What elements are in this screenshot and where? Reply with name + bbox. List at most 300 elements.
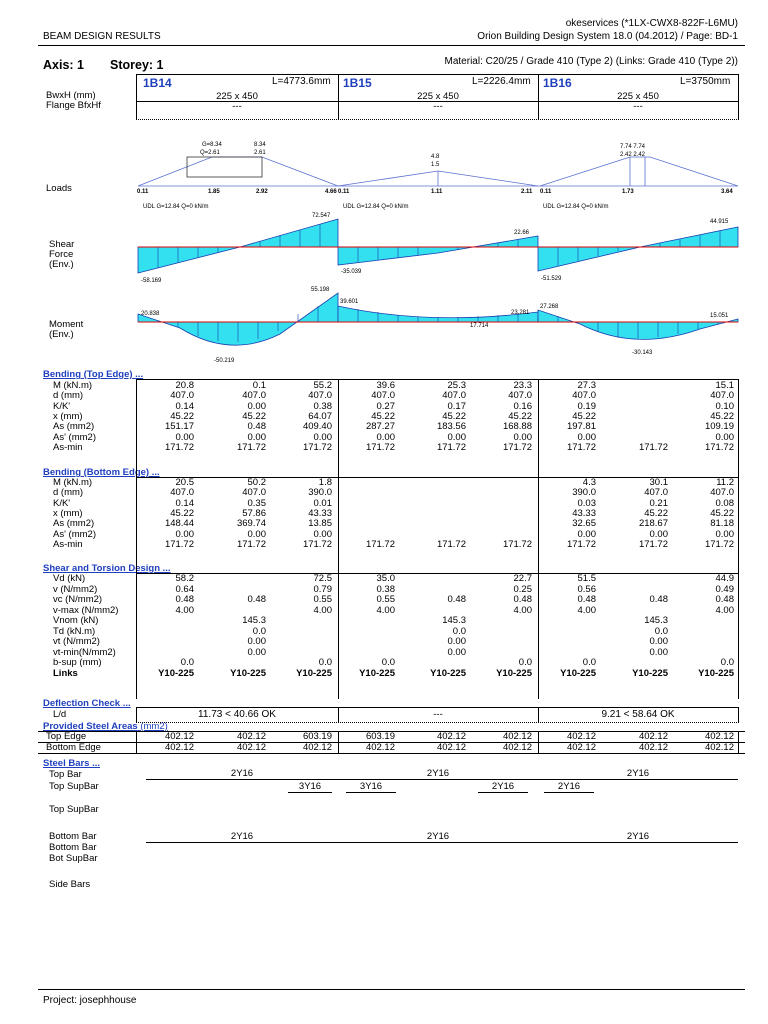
shear_design-cell: 0.48 [175, 594, 194, 605]
shear_design-cell: 0.0 [381, 657, 395, 668]
bending_top-cell: 0.48 [247, 421, 266, 433]
provided-cell: 402.12 [566, 731, 596, 742]
shear_design-cell: 0.0 [654, 625, 668, 637]
shear-fill-b1 [138, 219, 338, 273]
bending_bottom-row-label: As' (mm2) [53, 528, 96, 540]
moment-val-8: -30.143 [632, 350, 653, 356]
shear_design-cell: 0.00 [649, 646, 668, 658]
shear_design-row-label: vc (N/mm2) [53, 594, 103, 605]
bending_bottom-cell: 45.22 [170, 507, 194, 519]
tick-2: 2.92 [256, 189, 268, 195]
bending_top-cell: 0.1 [252, 380, 266, 391]
tick-7: 0.11 [540, 189, 552, 195]
bending_bottom-cell: 0.00 [577, 528, 596, 540]
shear_design-cell: 72.5 [313, 573, 332, 584]
shear_design-row-label: Links [53, 667, 78, 679]
bending_bottom-cell: 0.35 [247, 497, 266, 509]
bending_top-cell: 287.27 [365, 421, 395, 433]
moment-val-4: 23.281 [511, 310, 530, 316]
bending_top-row-label: As-min [53, 441, 83, 453]
moment-label-1: Moment [49, 319, 84, 330]
provided-cell: 603.19 [302, 731, 332, 742]
shear_design-cell: 4.00 [376, 604, 395, 616]
load-b2-g: 4.8 [431, 154, 440, 160]
bending_bottom-cell: 57.86 [242, 507, 266, 519]
bending_top-cell: 39.6 [376, 380, 395, 391]
steel-bar-label: Bot SupBar [49, 853, 98, 864]
bending_bottom-cell: 390.0 [572, 487, 596, 499]
section-3: 225 x 450 [617, 91, 659, 102]
bending_top-cell: 0.17 [447, 400, 466, 412]
bending_top-cell: 45.22 [572, 410, 596, 422]
shear_design-cell: 58.2 [175, 573, 194, 584]
material-line: Material: C20/25 / Grade 410 (Type 2) (Links: Grade 410 (Type 2)) [444, 56, 738, 67]
moment-diagram [0, 284, 768, 369]
bending_top-cell: 151.17 [164, 421, 194, 433]
bending_bottom-cell: 43.33 [572, 507, 596, 519]
bending_bottom-row-label: M (kN.m) [53, 477, 93, 488]
shear_design-cell: 0.00 [447, 646, 466, 658]
bending_top-cell: 55.2 [313, 380, 332, 391]
bending_top-cell: 171.72 [436, 441, 466, 453]
moment-val-6: 27.268 [540, 304, 559, 310]
shear_design-cell: 0.38 [376, 583, 395, 595]
bending_top-cell: 0.38 [313, 400, 332, 412]
provided-cell: 402.12 [566, 742, 596, 753]
bending_bottom-cell: 0.00 [715, 528, 734, 540]
bending_bottom-cell: 0.01 [313, 497, 332, 509]
bending_top-cell: 0.00 [447, 431, 466, 443]
beam-name-2: 1B15 [343, 76, 372, 90]
shear_design-cell: 0.48 [715, 594, 734, 605]
bending_top-cell: 0.00 [513, 431, 532, 443]
loads-b1-point [187, 157, 262, 177]
shear_design-cell: 4.00 [715, 604, 734, 616]
bending_bottom-row-label: K/K' [53, 497, 71, 509]
load-b3-q: 2.42 2.42 [620, 152, 646, 158]
udl-1: UDL G=12.84 Q=0 kN/m [143, 204, 209, 210]
bending_bottom-cell: 171.72 [436, 538, 466, 550]
beam-length-1: L=4773.6mm [272, 76, 331, 87]
bending_bottom-row-label: As (mm2) [53, 518, 95, 530]
bending_top-cell: 171.72 [365, 441, 395, 453]
top-bar-3: 2Y16 [538, 768, 738, 780]
moment-val-2: -50.219 [214, 358, 235, 364]
bending_bottom-cell: 218.67 [638, 518, 668, 530]
bending_top-cell: 0.16 [513, 400, 532, 412]
tick-6: 2.11 [521, 189, 533, 195]
shear_design-cell: 4.00 [577, 604, 596, 616]
bending_top-cell: 15.1 [715, 380, 734, 391]
shear_design-cell: 4.00 [175, 604, 194, 616]
bending_bottom-cell: 369.74 [236, 518, 266, 530]
bending_top-cell: 0.00 [247, 400, 266, 412]
shear_design-cell: 0.00 [247, 646, 266, 658]
provided-unit: (mm2) [140, 721, 168, 732]
bending_top-cell: 45.22 [371, 410, 395, 422]
moment-label-2: (Env.) [49, 329, 74, 340]
deflection-value-2: --- [433, 709, 443, 720]
steel-bar-label: Top SupBar [49, 781, 99, 792]
top-supbar-4: 2Y16 [544, 781, 594, 793]
bending_bottom-row-label: As-min [53, 538, 83, 550]
bending_bottom-cell: 407.0 [644, 487, 668, 499]
load-g-left: G=8.34 [202, 142, 222, 148]
section-2: 225 x 450 [417, 91, 459, 102]
shear_design-title: Shear and Torsion Design ... [43, 563, 171, 574]
deflection-title: Deflection Check ... [43, 698, 131, 709]
steel-bar-label: Bottom Bar [49, 842, 97, 853]
bending_bottom-cell: 0.00 [175, 528, 194, 540]
shear_design-cell: 0.56 [577, 583, 596, 595]
shear_design-cell: 0.0 [318, 657, 332, 668]
bending_bottom-row-label: d (mm) [53, 487, 84, 499]
bending_top-cell: 0.00 [577, 431, 596, 443]
shear_design-cell: 0.0 [452, 625, 466, 637]
bending_top-cell: 197.81 [566, 421, 596, 433]
shear_design-cell: Y10-225 [230, 667, 266, 679]
bending_bottom-cell: 407.0 [242, 487, 266, 499]
bending_top-cell: 171.72 [236, 441, 266, 453]
shear-diagram [0, 205, 768, 295]
moment-val-7: 15.051 [710, 313, 729, 319]
bending_bottom-title: Bending (Bottom Edge) ... [43, 467, 160, 478]
bending_bottom-cell: 171.72 [164, 538, 194, 550]
provided-cell: 402.12 [638, 731, 668, 742]
load-b2-q: 1.5 [431, 162, 440, 168]
shear_design-cell: 35.0 [376, 573, 395, 584]
deflection-label: L/d [53, 709, 67, 720]
tick-3: 4.66 [325, 189, 337, 195]
shear_design-cell: Y10-225 [296, 667, 332, 679]
shear_design-row-label: vt-min(N/mm2) [53, 646, 116, 658]
bending_bottom-cell: 0.00 [247, 528, 266, 540]
shear_design-cell: 0.00 [247, 636, 266, 647]
shear_design-cell: 0.64 [175, 583, 194, 595]
shear_design-cell: Y10-225 [158, 667, 194, 679]
bending_bottom-cell: 50.2 [247, 477, 266, 488]
provided-cell: 402.12 [704, 742, 734, 753]
moment-val-3: 39.601 [340, 299, 359, 305]
bending_top-cell: 171.72 [302, 441, 332, 453]
bending_top-cell: 171.72 [502, 441, 532, 453]
tick-4: 0.11 [338, 189, 350, 195]
beam-header-rule [136, 74, 739, 75]
bending_bottom-cell: 171.72 [236, 538, 266, 550]
table-divider [738, 379, 739, 699]
loads-diagram [0, 130, 768, 215]
bending_top-cell: 407.0 [572, 390, 596, 402]
bending_bottom-cell: 11.2 [716, 477, 734, 488]
shear_design-cell: 4.00 [513, 604, 532, 616]
bending_bottom-cell: 0.00 [649, 528, 668, 540]
shear_design-row-label: Vd (kN) [53, 573, 86, 584]
bottom-bar-1: 2Y16 [146, 831, 338, 843]
bxh-label: BwxH (mm) [46, 90, 96, 101]
storey-label: Storey: 1 [110, 58, 164, 72]
bending_top-cell: 64.07 [308, 410, 332, 422]
bending_top-cell: 45.22 [242, 410, 266, 422]
load-b3-g: 7.74 7.74 [620, 144, 646, 150]
bending_bottom-cell: 0.14 [175, 497, 194, 509]
provided-cell: 402.12 [164, 742, 194, 753]
bending_top-cell: 45.22 [710, 410, 734, 422]
top-bar-2: 2Y16 [338, 768, 538, 780]
bending_bottom-cell: 390.0 [308, 487, 332, 499]
deflection-value-1: 11.73 < 40.66 OK [198, 709, 276, 720]
shear_design-cell: 0.25 [513, 583, 532, 595]
bending_top-cell: 407.0 [242, 390, 266, 402]
bending_top-cell: 0.00 [175, 431, 194, 443]
deflection-value-3: 9.21 < 58.64 OK [601, 709, 675, 720]
bending_bottom-cell: 0.08 [715, 497, 734, 509]
bending_top-cell: 171.72 [638, 441, 668, 453]
top-supbar-2: 3Y16 [346, 781, 396, 793]
shear-label-2: Force [49, 249, 74, 260]
shear-val-4: -51.529 [541, 276, 562, 282]
provided-divider [738, 731, 739, 753]
provided-cell: 402.12 [638, 742, 668, 753]
shear-fill-b3 [538, 227, 738, 271]
shear_design-cell: 22.7 [513, 573, 532, 584]
bending_top-cell: 0.10 [715, 400, 734, 412]
shear_design-cell: 145.3 [442, 615, 466, 626]
bending_top-row-label: As' (mm2) [53, 431, 96, 443]
shear_design-cell: 0.48 [513, 594, 532, 605]
license-line: okeservices (*1LX-CWX8-822F-L6MU) [565, 18, 738, 29]
bending_bottom-cell: 148.44 [164, 518, 194, 530]
bending_top-title: Bending (Top Edge) ... [43, 369, 144, 380]
bending_top-cell: 183.56 [436, 421, 466, 433]
provided-cell: 603.19 [365, 731, 395, 742]
shear-label-3: (Env.) [49, 259, 74, 270]
beam-length-3: L=3750mm [680, 76, 731, 87]
bending_top-cell: 407.0 [371, 390, 395, 402]
bending_top-cell: 409.40 [302, 421, 332, 433]
top-bar-1: 2Y16 [146, 768, 338, 780]
bending_bottom-cell: 0.00 [313, 528, 332, 540]
bending_top-row-label: K/K' [53, 400, 71, 412]
shear_design-row-label: Vnom (kN) [53, 615, 99, 626]
bending_bottom-cell: 0.03 [577, 497, 596, 509]
shear_design-cell: 0.0 [720, 657, 734, 668]
bending_top-cell: 0.00 [313, 431, 332, 443]
bending_top-cell: 0.00 [247, 431, 266, 443]
provided-title-text: Provided Steel Areas [43, 721, 138, 732]
shear_design-row-label: vt (N/mm2) [53, 636, 100, 647]
flange-label: Flange BfxHf [46, 100, 101, 111]
bending_top-cell: 27.3 [577, 380, 596, 391]
tick-0: 0.11 [137, 189, 149, 195]
shear_design-cell: 0.00 [649, 636, 668, 647]
top-supbar-3: 2Y16 [478, 781, 528, 793]
provided-row-label: Bottom Edge [46, 742, 101, 753]
udl-2: UDL G=12.84 Q=0 kN/m [343, 204, 409, 210]
bending_top-cell: 0.00 [715, 431, 734, 443]
shear_design-cell: 0.49 [715, 583, 734, 595]
moment-val-1: 55.198 [311, 287, 330, 293]
bending_top-cell: 23.3 [513, 380, 532, 391]
udl-3: UDL G=12.84 Q=0 kN/m [543, 204, 609, 210]
bending_top-row-label: M (kN.m) [53, 380, 93, 391]
bending_top-cell: 109.19 [704, 421, 734, 433]
load-g-right: 8.34 [254, 142, 266, 148]
bending_top-row-label: x (mm) [53, 410, 83, 422]
shear_design-cell: 0.48 [447, 594, 466, 605]
steel-bar-label: Top SupBar [49, 804, 99, 815]
bending_bottom-cell: 32.65 [572, 518, 596, 530]
shear_design-cell: 0.48 [577, 594, 596, 605]
deflection-rule-bottom [136, 722, 739, 723]
shear_design-cell: 0.55 [313, 594, 332, 605]
provided-cell: 402.12 [704, 731, 734, 742]
shear_design-row-label: Td (kN.m) [53, 625, 96, 637]
flange-rule [136, 119, 739, 120]
shear_design-cell: Y10-225 [430, 667, 466, 679]
bending_bottom-cell: 81.18 [710, 518, 734, 530]
provided-cell: 402.12 [365, 742, 395, 753]
shear_design-title-rule [136, 573, 739, 574]
shear_design-cell: 0.0 [180, 657, 194, 668]
shear-val-5: 44.915 [710, 219, 729, 225]
bending_top-cell: 407.0 [508, 390, 532, 402]
project-name: Project: josephhouse [43, 995, 137, 1006]
shear_design-cell: 145.3 [242, 615, 266, 626]
bending_top-title-rule [136, 379, 739, 380]
bending_top-cell: 407.0 [710, 390, 734, 402]
provided-cell: 402.12 [164, 731, 194, 742]
provided-cell: 402.12 [236, 731, 266, 742]
footer-rule [38, 989, 745, 990]
bending_top-cell: 25.3 [447, 380, 466, 391]
tick-5: 1.11 [431, 189, 443, 195]
shear_design-cell: Y10-225 [560, 667, 596, 679]
bottom-bar-3: 2Y16 [538, 831, 738, 843]
bending_bottom-cell: 0.21 [649, 497, 668, 509]
shear_design-cell: 4.00 [313, 604, 332, 616]
bending_bottom-cell: 171.72 [638, 538, 668, 550]
loads-b3-trapezoid [540, 157, 738, 186]
shear_design-cell: 0.48 [247, 594, 266, 605]
shear_design-row-label: b-sup (mm) [53, 657, 102, 668]
bending_top-cell: 0.00 [376, 431, 395, 443]
top-supbar-1: 3Y16 [288, 781, 332, 793]
section-1: 225 x 450 [216, 91, 258, 102]
shear_design-cell: Y10-225 [698, 667, 734, 679]
bending_bottom-cell: 45.22 [710, 507, 734, 519]
provided-cell: 402.12 [236, 742, 266, 753]
bending_bottom-cell: 13.85 [308, 518, 332, 530]
moment-val-5: 17.714 [470, 323, 489, 329]
shear_design-cell: 0.0 [252, 625, 266, 637]
steel-bar-label: Side Bars [49, 879, 91, 890]
bending_top-cell: 168.88 [502, 421, 532, 433]
bending_top-cell: 407.0 [442, 390, 466, 402]
bending_top-row-label: d (mm) [53, 390, 84, 402]
bending_top-cell: 45.22 [442, 410, 466, 422]
shear_design-cell: 0.48 [649, 594, 668, 605]
bending_bottom-cell: 45.22 [644, 507, 668, 519]
provided-cell: 402.12 [436, 731, 466, 742]
moment-val-0: 20.838 [141, 311, 160, 317]
bending_top-cell: 20.8 [175, 380, 194, 391]
bending_top-cell: 0.27 [376, 400, 395, 412]
load-q-right: 2.61 [254, 150, 266, 156]
provided-cell: 402.12 [502, 731, 532, 742]
bending_bottom-cell: 30.1 [649, 477, 668, 488]
steel-bar-label: Top Bar [49, 769, 82, 780]
bending_bottom-cell: 171.72 [502, 538, 532, 550]
deflection-divider [738, 707, 739, 722]
axis-label: Axis: 1 [43, 58, 84, 72]
tick-1: 1.85 [208, 189, 220, 195]
beam-name-1: 1B14 [143, 76, 172, 90]
loads-label: Loads [46, 183, 72, 194]
bending_bottom-cell: 43.33 [308, 507, 332, 519]
bending_bottom-cell: 171.72 [365, 538, 395, 550]
flange-2: --- [433, 101, 443, 112]
steel-bars-title: Steel Bars ... [43, 758, 101, 769]
shear-fill-b2 [338, 236, 538, 265]
shear_design-row-label: v (N/mm2) [53, 583, 98, 595]
bending_top-cell: 45.22 [508, 410, 532, 422]
software-line: Orion Building Design System 18.0 (04.2012) / Page: BD-1 [477, 31, 738, 42]
report-title: BEAM DESIGN RESULTS [43, 31, 161, 42]
bending_bottom-cell: 171.72 [566, 538, 596, 550]
provided-rule-bottom [38, 753, 745, 754]
shear-val-2: -35.039 [341, 269, 362, 275]
loads-b1-trapezoid [138, 157, 338, 186]
shear-label-1: Shear [49, 239, 75, 250]
beam-divider-3 [738, 74, 739, 120]
shear_design-cell: 51.5 [577, 573, 596, 584]
bottom-bar-2: 2Y16 [338, 831, 538, 843]
shear_design-cell: 0.79 [313, 583, 332, 595]
shear_design-cell: Y10-225 [496, 667, 532, 679]
bending_bottom-cell: 4.3 [582, 477, 596, 488]
bending_top-cell: 0.14 [175, 400, 194, 412]
bending_bottom-cell: 1.8 [318, 477, 332, 488]
shear_design-cell: Y10-225 [359, 667, 395, 679]
shear_design-cell: 145.3 [644, 615, 668, 626]
bending_bottom-row-label: x (mm) [53, 507, 83, 519]
deflection-rule [136, 707, 739, 708]
tick-9: 3.64 [721, 189, 733, 195]
beam-name-3: 1B16 [543, 76, 572, 90]
table-divider [338, 379, 339, 699]
provided-cell: 402.12 [436, 742, 466, 753]
flange-3: --- [633, 101, 643, 112]
bending_top-cell: 171.72 [164, 441, 194, 453]
shear_design-row-label: v-max (N/mm2) [53, 604, 119, 616]
header-rule [38, 45, 745, 46]
load-q-left: Q=2.61 [200, 150, 220, 156]
flange-1: --- [232, 101, 242, 112]
bending_top-cell: 0.19 [577, 400, 596, 412]
steel-bar-label: Bottom Bar [49, 831, 97, 842]
shear_design-cell: 0.00 [447, 636, 466, 647]
bending_bottom-cell: 407.0 [170, 487, 194, 499]
provided-cell: 402.12 [502, 742, 532, 753]
shear-val-3: 22.66 [514, 230, 530, 236]
bending_top-cell: 171.72 [566, 441, 596, 453]
bending_bottom-cell: 407.0 [710, 487, 734, 499]
beam-length-2: L=2226.4mm [472, 76, 531, 87]
bending_top-cell: 45.22 [170, 410, 194, 422]
tick-8: 1.73 [622, 189, 634, 195]
shear_design-cell: 0.0 [582, 657, 596, 668]
shear-val-1: 72.547 [312, 213, 331, 219]
